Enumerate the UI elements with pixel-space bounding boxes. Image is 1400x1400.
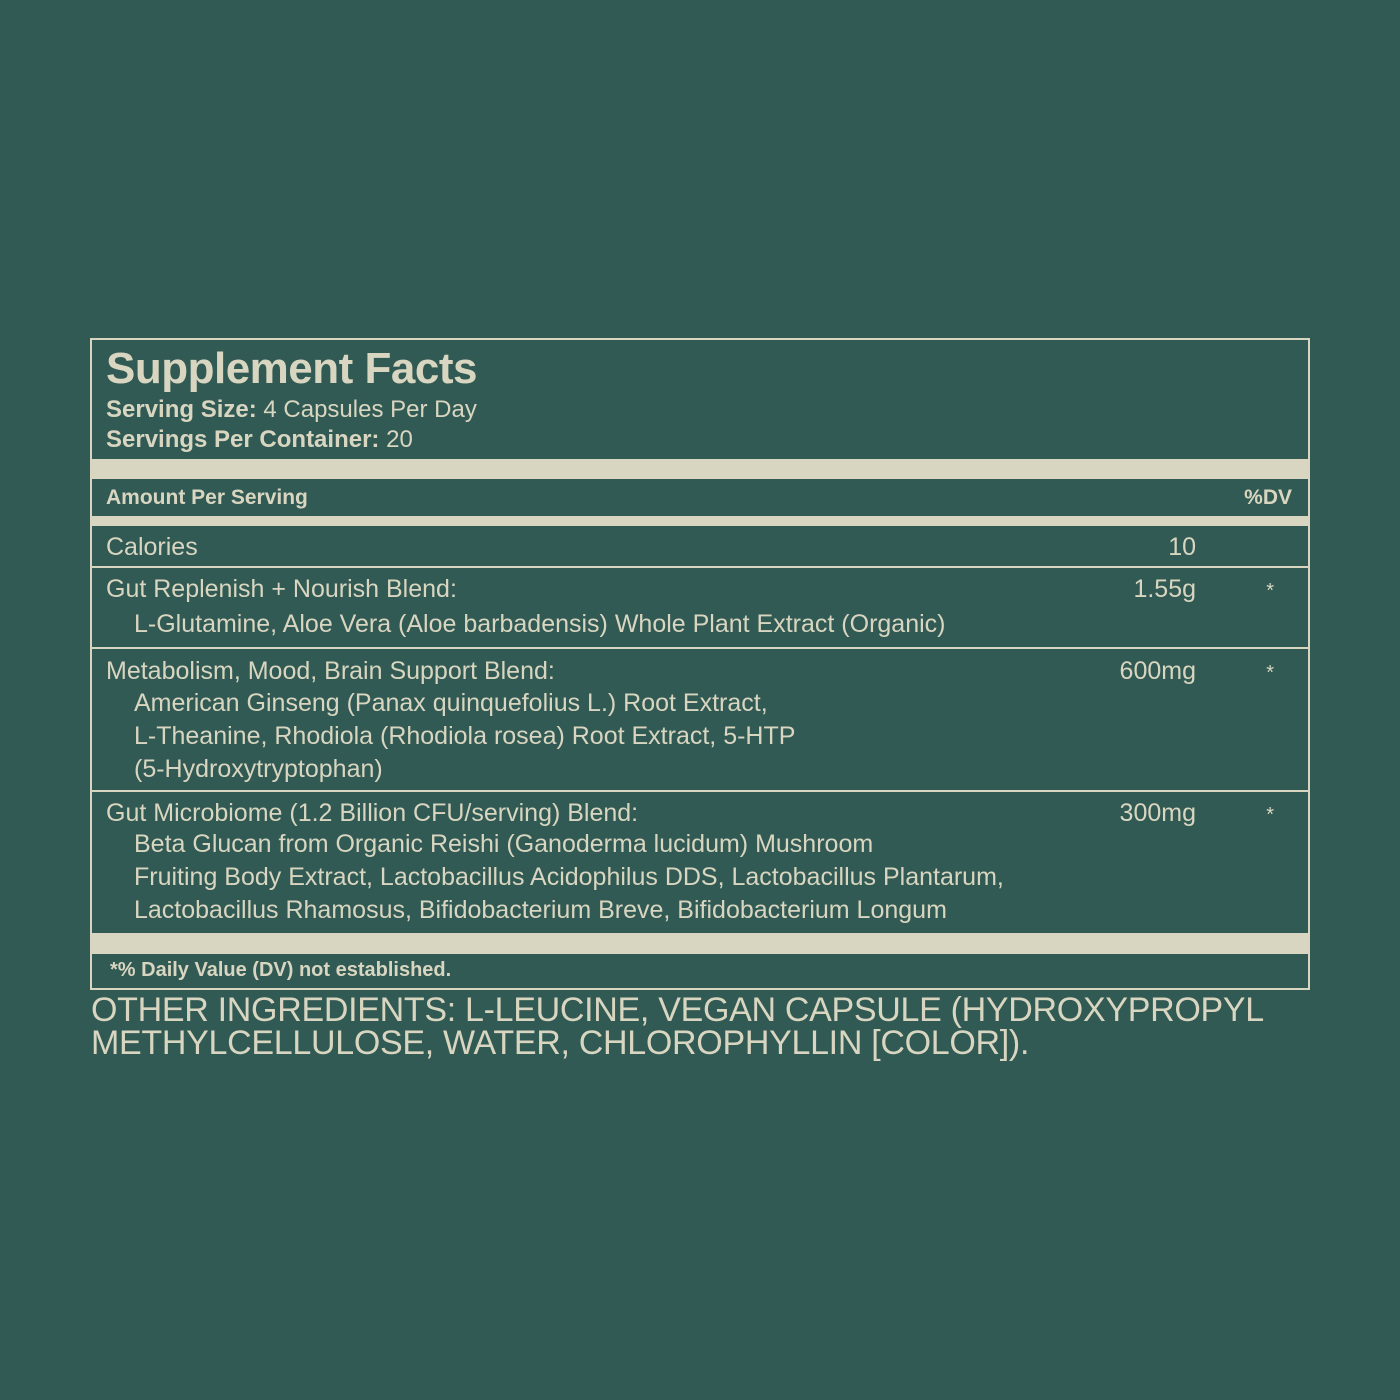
calories-row xyxy=(92,526,1308,566)
blend-ingredient-line: American Ginseng (Panax quinquefolius L.) Root Extract, xyxy=(134,689,768,717)
divider-thick-mid xyxy=(92,516,1308,526)
blend-amount: 300mg xyxy=(1119,799,1196,827)
blend-dv: * xyxy=(1266,662,1274,684)
blend-ingredient-line: Fruiting Body Extract, Lactobacillus Acidophilus DDS, Lactobacillus Plantarum, xyxy=(134,863,1004,891)
servings-per-container-label: Servings Per Container: xyxy=(106,426,380,453)
amount-header-row xyxy=(92,479,1308,516)
calories-label: Calories xyxy=(106,533,198,561)
blend-ingredient-line: L-Glutamine, Aloe Vera (Aloe barbadensis) Whole Plant Extract (Organic) xyxy=(134,610,946,638)
calories-amount: 10 xyxy=(1168,533,1196,561)
blend-ingredient-line: Beta Glucan from Organic Reishi (Ganoderma lucidum) Mushroom xyxy=(134,830,874,858)
dv-header-label: %DV xyxy=(1244,486,1292,509)
divider-thick-bottom xyxy=(92,933,1308,954)
blend-ingredient-line: L-Theanine, Rhodiola (Rhodiola rosea) Root Extract, 5-HTP xyxy=(134,722,796,750)
serving-size xyxy=(106,396,477,424)
servings-per-container xyxy=(106,426,413,454)
other-ingredients-line: OTHER INGREDIENTS: L-LEUCINE, VEGAN CAPSULE (HYDROXYPROPYL xyxy=(91,991,1264,1029)
serving-size-label: Serving Size: xyxy=(106,396,257,423)
blend-name: Metabolism, Mood, Brain Support Blend: xyxy=(106,657,555,685)
blend-ingredient-line: (5-Hydroxytryptophan) xyxy=(134,755,383,783)
dv-footnote: *% Daily Value (DV) not established. xyxy=(110,959,452,981)
blend-row xyxy=(92,649,1308,790)
blend-ingredient-line: Lactobacillus Rhamosus, Bifidobacterium Breve, Bifidobacterium Longum xyxy=(134,896,947,924)
supplement-facts-panel xyxy=(90,338,1310,990)
blend-name: Gut Microbiome (1.2 Billion CFU/serving) Blend: xyxy=(106,799,639,827)
servings-per-container-value: 20 xyxy=(379,426,413,453)
blend-row xyxy=(92,792,1308,933)
blend-row xyxy=(92,568,1308,647)
other-ingredients xyxy=(91,991,1321,1062)
amount-per-serving-label: Amount Per Serving xyxy=(106,486,308,509)
blend-amount: 600mg xyxy=(1119,657,1196,685)
serving-size-value: 4 Capsules Per Day xyxy=(256,396,477,423)
blend-dv: * xyxy=(1266,804,1274,826)
other-ingredients-line: METHYLCELLULOSE, WATER, CHLOROPHYLLIN [COLOR]). xyxy=(91,1024,1030,1062)
blend-amount: 1.55g xyxy=(1133,575,1196,603)
divider-thick-top xyxy=(92,459,1308,479)
facts-title: Supplement Facts xyxy=(106,344,477,393)
blend-name: Gut Replenish + Nourish Blend: xyxy=(106,575,457,603)
facts-header xyxy=(92,340,1308,458)
blend-dv: * xyxy=(1266,580,1274,602)
